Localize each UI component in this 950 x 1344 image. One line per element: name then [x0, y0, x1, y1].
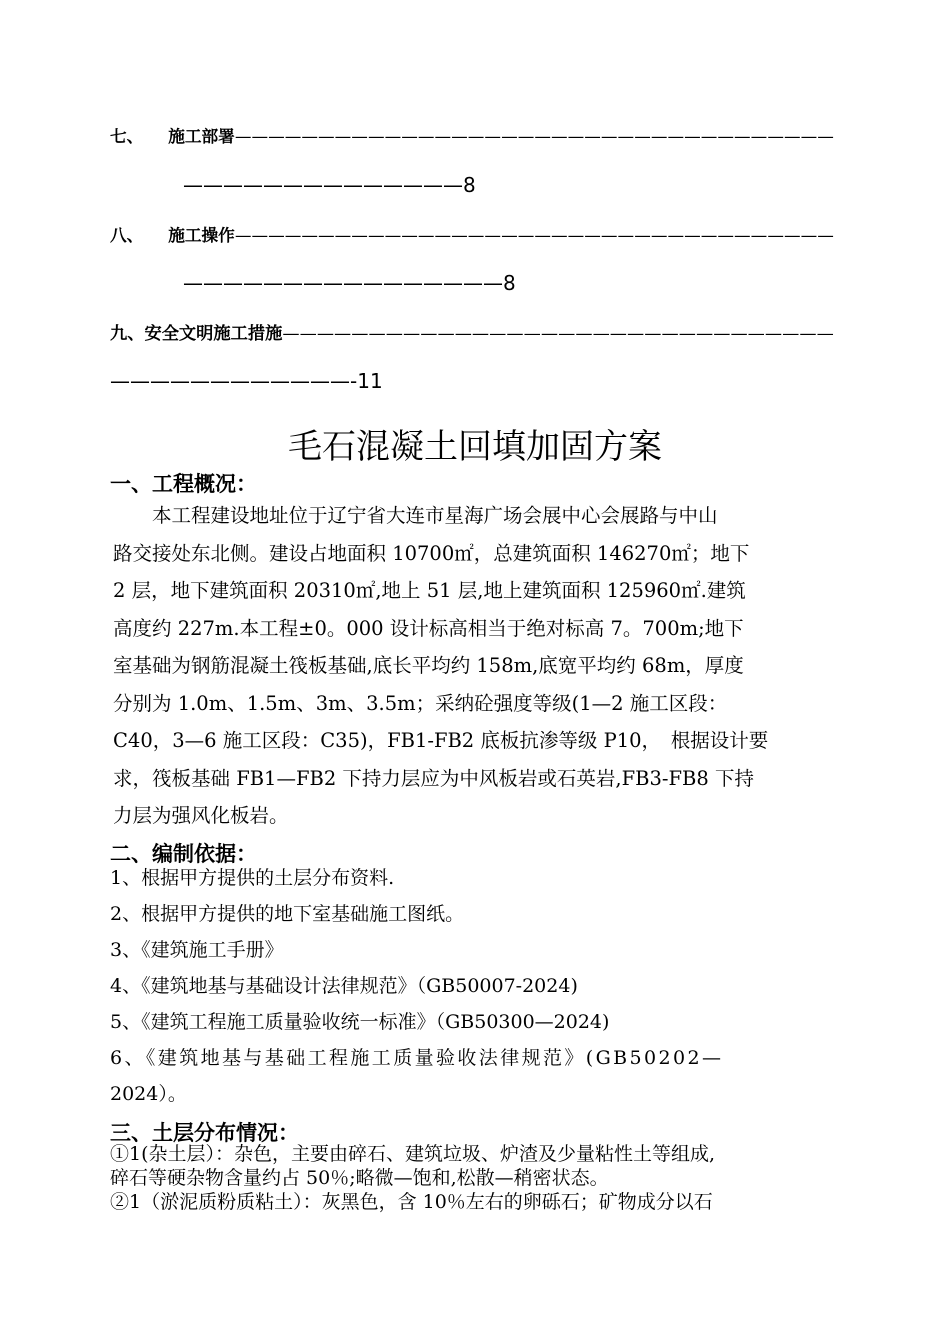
toc-entry-7: [110, 123, 834, 147]
basis-item: 5、《建筑工程施工质量验收统一标准》（GB50300—2024): [110, 1011, 610, 1033]
toc-label: 九、安全文明施工措施: [110, 324, 283, 344]
section-heading-basis: 二、编制依据：: [110, 842, 257, 866]
paragraph-line: 求，筏板基础 FB1—FB2 下持力层应为中风板岩或石英岩,FB3-FB8 下持: [113, 766, 754, 790]
toc-entry-7-page: [183, 173, 476, 197]
paragraph-line: 分别为 1.0m、1.5m、3m、3.5m；采纳砼强度等级(1—2 施工区段：: [113, 691, 728, 715]
soil-line: ①1(杂土层）：杂色，主要由碎石、建筑垃圾、炉渣及少量粘性土等组成,: [110, 1143, 716, 1165]
paragraph-line: 室基础为钢筋混凝土筏板基础,底长平均约 158m,底宽平均约 68m，厚度: [113, 654, 744, 677]
toc-entry-9-page: [110, 369, 383, 393]
section-heading-overview: 一、工程概况：: [110, 472, 257, 496]
basis-item: 6、《建筑地基与基础工程施工质量验收法律规范》(GB50202—: [110, 1047, 724, 1069]
toc-entry-8: [110, 222, 834, 246]
toc-label: 八、 施工操作: [110, 226, 235, 245]
section-heading-soil: 三、土层分布情况：: [110, 1121, 299, 1145]
toc-leader-page: ————————————-11: [110, 369, 383, 393]
toc-leader: ————————————————————————————————: [282, 324, 834, 344]
basis-item: 2、根据甲方提供的地下室基础施工图纸。: [110, 903, 465, 925]
basis-item: 4、《建筑地基与基础设计法律规范》（GB50007-2024): [110, 975, 578, 997]
basis-item: 1、根据甲方提供的土层分布资料.: [110, 867, 395, 889]
paragraph-line: 2 层，地下建筑面积 20310㎡,地上 51 层,地上建筑面积 125960㎡.建筑: [113, 579, 746, 602]
overview-paragraph: [113, 497, 813, 835]
toc-entry-8-page: [183, 271, 516, 295]
soil-line: ②1（淤泥质粉质粘土）：灰黑色，含 10％左右的卵砾石；矿物成分以石: [110, 1191, 713, 1213]
basis-item: 3、《建筑施工手册》: [110, 939, 284, 961]
paragraph-line: C40，3—6 施工区段：C35)，FB1-FB2 底板抗渗等级 P10， 根据设计要: [113, 729, 769, 752]
paragraph-line: 本工程建设地址位于辽宁省大连市星海广场会展中心会展路与中山: [113, 504, 718, 527]
toc-entry-9: [110, 319, 834, 344]
soil-line: 碎石等硬杂物含量约占 50％;略微—饱和,松散—稍密状态。: [110, 1167, 609, 1189]
soil-description: [110, 1142, 715, 1214]
toc-leader: ————————————————————————————————————: [234, 127, 834, 146]
paragraph-line: 高度约 227m.本工程±0。000 设计标高相当于绝对标高 7。700m;地下: [113, 616, 744, 640]
toc-leader-page: ————————————————8: [183, 271, 516, 295]
toc-leader-page: ——————————————8: [183, 173, 476, 197]
basis-item-continuation: 2024）。: [110, 1083, 187, 1105]
toc-leader: ————————————————————————————————————: [234, 226, 834, 245]
paragraph-line: 力层为强风化板岩。: [113, 804, 289, 827]
document-title: 毛石混凝土回填加固方案: [288, 427, 662, 467]
paragraph-line: 路交接处东北侧。建设占地面积 10700㎡，总建筑面积 146270㎡；地下: [113, 541, 750, 565]
toc-label: 七、 施工部署: [110, 127, 235, 146]
